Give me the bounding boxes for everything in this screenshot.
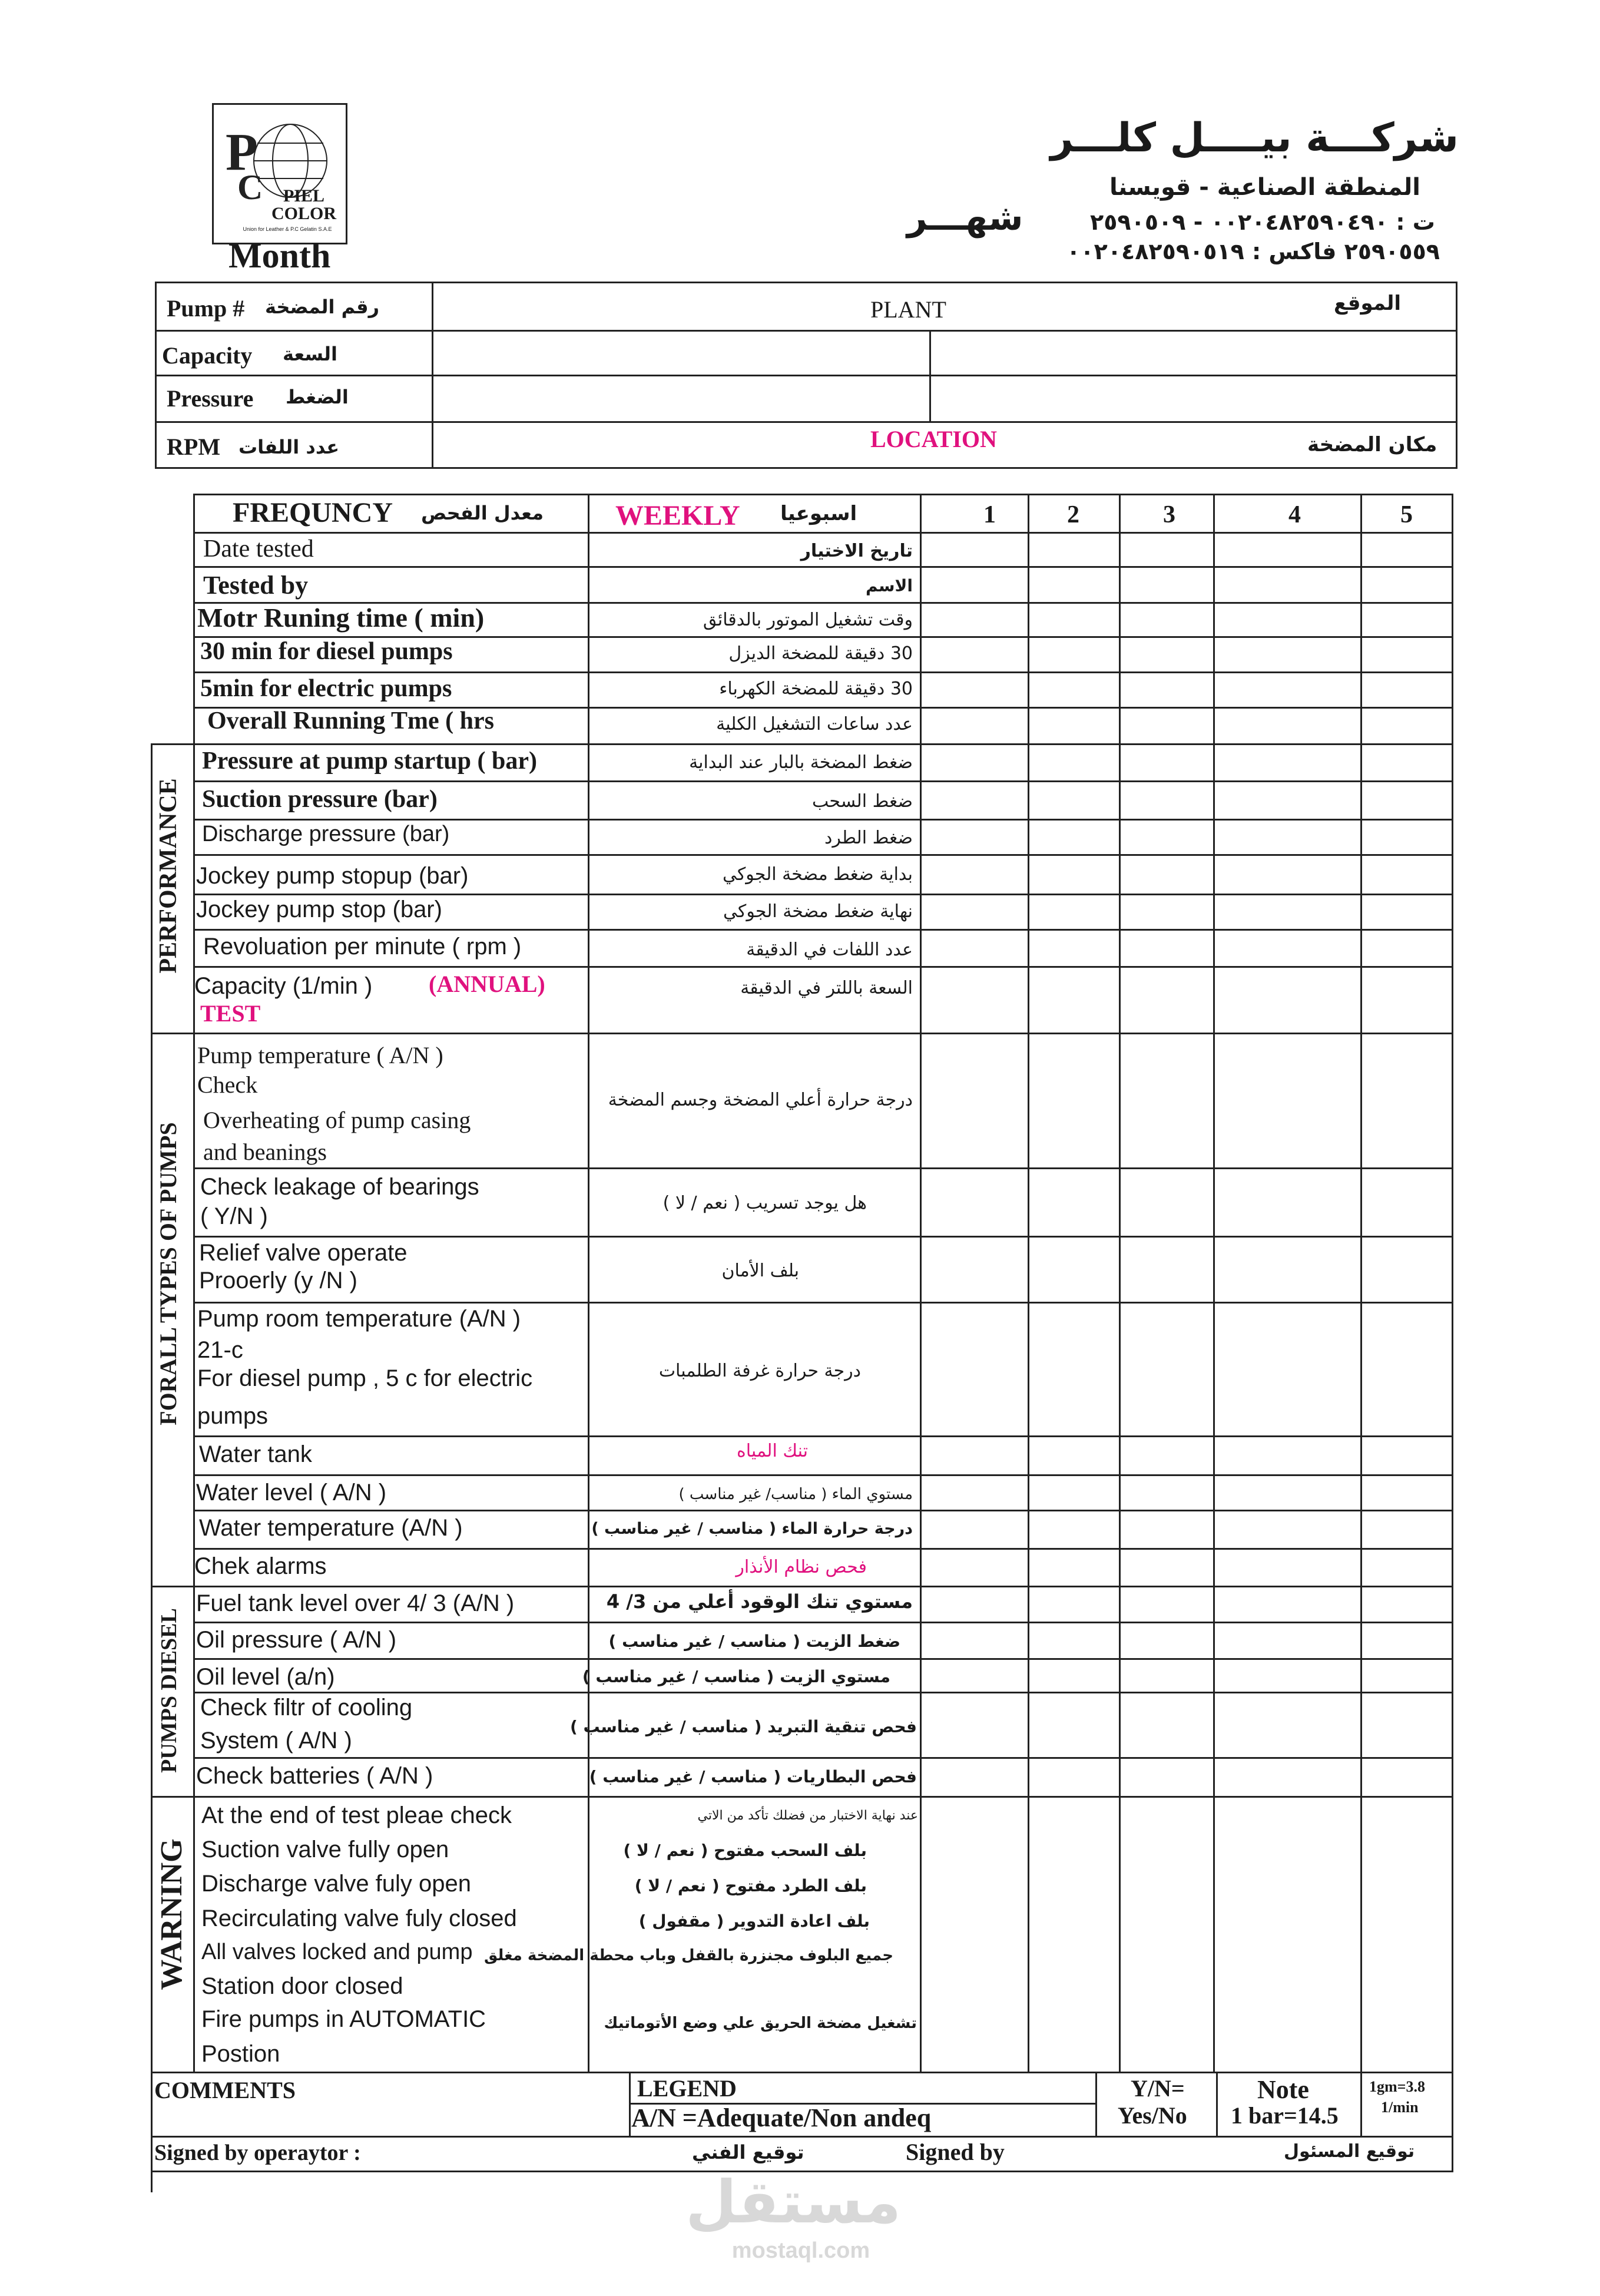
signed-by-ar: توقيع المسئول bbox=[1284, 2141, 1415, 2162]
section-all-types: FORALL TYPES OF PUMPS bbox=[155, 1122, 181, 1425]
warning-line-4: Recirculating valve fuly closed bbox=[201, 1905, 517, 1931]
oil-level: Oil level (a/n) bbox=[196, 1664, 335, 1690]
fuel-tank-ar: مستوي تنك الوقود أعلي من 3/ 4 bbox=[606, 1590, 913, 1613]
gm-unit: 1/min bbox=[1381, 2099, 1419, 2116]
row-date-tested-ar: تاريخ الاختيار bbox=[800, 541, 913, 561]
signed-by: Signed by bbox=[906, 2139, 1005, 2165]
rpm-label: RPM bbox=[167, 434, 221, 460]
row-jockey-stopup: Jockey pump stopup (bar) bbox=[196, 863, 469, 889]
week-1-header: 1 bbox=[983, 501, 996, 528]
pressure-label-ar: الضغط bbox=[286, 386, 349, 408]
pressure-label: Pressure bbox=[167, 385, 254, 412]
warning-line-2: Suction valve fully open bbox=[201, 1837, 449, 1862]
row-electric-5min-ar: 30 دقيقة للمضخة الكهرباء bbox=[719, 679, 913, 699]
warning-line-1: At the end of test pleae check bbox=[201, 1802, 512, 1828]
warning-ar-5: جميع البلوف مجنزرة بالقفل وباب محطة المضخة مغلق bbox=[484, 1947, 893, 1964]
row-jockey-stop-ar: نهاية ضغط مضخة الجوكي bbox=[723, 901, 913, 922]
row-capacity-ar: السعة باللتر في الدقيقة bbox=[740, 978, 913, 998]
warning-line-5: All valves locked and pump bbox=[201, 1940, 473, 1964]
row-discharge-pressure-ar: ضغط الطرد bbox=[824, 828, 913, 848]
legend-value: A/N =Adequate/Non andeq bbox=[631, 2103, 932, 2132]
yn-value: Yes/No bbox=[1118, 2102, 1187, 2129]
pump-temp-line1: Pump temperature ( A/N ) bbox=[197, 1042, 443, 1068]
test-tag: TEST bbox=[200, 1000, 261, 1027]
week-2-header: 2 bbox=[1067, 501, 1079, 528]
comments-label: COMMENTS bbox=[154, 2077, 296, 2103]
industrial-zone-ar: المنطقة الصناعية - قويسنا bbox=[1109, 174, 1420, 201]
row-diesel-30min: 30 min for diesel pumps bbox=[200, 638, 453, 665]
row-overall-running-ar: عدد ساعات التشغيل الكلية bbox=[716, 714, 913, 735]
capacity-label-ar: السعة bbox=[283, 343, 338, 365]
relief-line1: Relief valve operate bbox=[199, 1240, 408, 1266]
row-discharge-pressure: Discharge pressure (bar) bbox=[202, 822, 450, 846]
room-temp-line3: For diesel pump , 5 c for electric bbox=[197, 1365, 533, 1391]
row-electric-5min: 5min for electric pumps bbox=[200, 675, 452, 702]
room-temp-line4: pumps bbox=[197, 1403, 269, 1429]
section-pumps-diesel: PUMPS DIESEL bbox=[157, 1608, 181, 1773]
row-motor-running-ar: وقت تشغيل الموتور بالدقائق bbox=[703, 610, 913, 630]
check-batteries-ar: فحص البطاريات ( مناسب / غير مناسب ) bbox=[589, 1767, 917, 1786]
row-tested-by-ar: الاسم bbox=[866, 576, 913, 595]
cooling-filter-line2: System ( A/N ) bbox=[200, 1728, 352, 1754]
note-label: Note bbox=[1257, 2075, 1309, 2104]
frequency-value-ar: اسبوعيا bbox=[780, 502, 857, 525]
month-label-ar: شهـــر bbox=[907, 197, 1023, 239]
week-4-header: 4 bbox=[1288, 501, 1301, 528]
warning-ar-1: عند نهاية الاختبار من فضلك تأكد من الاتي bbox=[697, 1808, 918, 1823]
relief-ar: بلف الأمان bbox=[721, 1261, 799, 1281]
pump-temp-line4: and beanings bbox=[203, 1139, 327, 1165]
legend-label: LEGEND bbox=[637, 2075, 737, 2102]
signed-operator-ar: توقيع الفني bbox=[692, 2141, 804, 2163]
row-date-tested: Date tested bbox=[203, 535, 314, 563]
location-label: LOCATION bbox=[870, 426, 997, 452]
signed-operator: Signed by operaytor : bbox=[154, 2140, 361, 2165]
row-jockey-stopup-ar: بداية ضغط مضخة الجوكي bbox=[722, 864, 913, 885]
week-3-header: 3 bbox=[1163, 501, 1175, 528]
row-capacity: Capacity (1/min ) bbox=[194, 973, 373, 999]
pump-temp-line3: Overheating of pump casing bbox=[203, 1107, 471, 1133]
row-rpm-ar: عدد اللفات في الدقيقة bbox=[746, 939, 913, 960]
room-temp-line2: 21-c bbox=[197, 1337, 243, 1363]
bar-conversion: 1 bar=14.5 bbox=[1231, 2102, 1339, 2129]
site-label-ar: الموقع bbox=[1334, 292, 1402, 315]
warning-line-3: Discharge valve fuly open bbox=[201, 1871, 472, 1897]
room-temp-ar: درجة حرارة غرفة الطلمبات bbox=[658, 1361, 861, 1381]
water-tank-ar: تنك المياه bbox=[737, 1441, 808, 1461]
room-temp-line1: Pump room temperature (A/N ) bbox=[197, 1306, 521, 1332]
leakage-line2: ( Y/N ) bbox=[200, 1203, 268, 1229]
relief-line2: Prooerly (y /N ) bbox=[199, 1268, 357, 1293]
week-5-header: 5 bbox=[1400, 501, 1413, 528]
row-jockey-stop: Jockey pump stop (bar) bbox=[196, 896, 442, 922]
company-logo bbox=[212, 103, 347, 244]
warning-ar-3: بلف الطرد مفتوح ( نعم / لا ) bbox=[634, 1876, 867, 1895]
water-tank: Water tank bbox=[199, 1441, 312, 1467]
row-suction-pressure: Suction pressure (bar) bbox=[202, 786, 438, 813]
rpm-label-ar: عدد اللفات bbox=[238, 436, 340, 458]
section-warning: WARNING bbox=[155, 1838, 188, 1990]
svg-text:C: C bbox=[237, 168, 263, 207]
leakage-line1: Check leakage of bearings bbox=[200, 1174, 479, 1200]
leakage-ar: هل يوجد تسريب ( نعم / لا ) bbox=[662, 1193, 867, 1213]
annual-tag: (ANNUAL) bbox=[429, 971, 545, 997]
phone-ar: ت : ٠٠٢٠٤٨٢٥٩٠٤٩٠ - ٢٥٩٠٥٠٩ bbox=[1090, 209, 1435, 235]
row-suction-pressure-ar: ضغط السحب bbox=[811, 791, 913, 812]
check-batteries: Check batteries ( A/N ) bbox=[196, 1763, 433, 1789]
watermark-ar: مستقل bbox=[685, 2168, 901, 2237]
frequency-label: FREQUNCY bbox=[233, 497, 393, 528]
warning-ar-6: تشغيل مضخة الحريق علي وضع الأتوماتيك bbox=[604, 2014, 917, 2032]
oil-pressure: Oil pressure ( A/N ) bbox=[196, 1627, 397, 1653]
cooling-filter-ar: فحص تنقية التبريد ( مناسب / غير مناسب ) bbox=[570, 1717, 917, 1736]
frequency-value: WEEKLY bbox=[615, 500, 740, 531]
section-performance: PERFORMANCE bbox=[155, 778, 182, 974]
frequency-label-ar: معدل الفحص bbox=[421, 502, 544, 524]
water-temp: Water temperature (A/N ) bbox=[199, 1515, 463, 1541]
row-pressure-startup-ar: ضغط المضخة بالبار عند البداية bbox=[689, 752, 913, 773]
gm-conversion: 1gm=3.8 bbox=[1369, 2078, 1425, 2095]
check-alarms-ar: فحص نظام الأنذار bbox=[736, 1557, 867, 1577]
row-tested-by: Tested by bbox=[203, 571, 309, 600]
water-level: Water level ( A/N ) bbox=[196, 1480, 387, 1506]
fax-ar: ٢٥٩٠٥٥٩ فاكس : ٠٠٢٠٤٨٢٥٩٠٥١٩ bbox=[1066, 239, 1440, 264]
svg-text:P: P bbox=[226, 123, 258, 181]
warning-line-8: Postion bbox=[201, 2041, 280, 2067]
location-label-ar: مكان المضخة bbox=[1307, 433, 1437, 456]
warning-line-6: Station door closed bbox=[201, 1973, 403, 1999]
month-label: Month bbox=[228, 236, 331, 275]
row-pressure-startup: Pressure at pump startup ( bar) bbox=[202, 747, 537, 775]
pump-temp-ar: درجة حرارة أعلي المضخة وجسم المضخة bbox=[608, 1090, 913, 1110]
check-alarms: Chek alarms bbox=[194, 1553, 327, 1579]
warning-ar-2: بلف السحب مفتوح ( نعم / لا ) bbox=[623, 1841, 867, 1860]
capacity-label: Capacity bbox=[162, 342, 253, 369]
fuel-tank: Fuel tank level over 4/ 3 (A/N ) bbox=[196, 1590, 515, 1616]
company-name-ar: شركـــة بيــــل كلـــر bbox=[1050, 115, 1459, 161]
warning-ar-4: بلف اعادة التدوير ( مقفول ) bbox=[638, 1911, 870, 1931]
logo-subtitle: Union for Leather & P.C Gelatin S.A.E bbox=[243, 226, 332, 232]
pump-temp-line2: Check bbox=[197, 1071, 258, 1098]
row-rpm: Revoluation per minute ( rpm ) bbox=[203, 934, 522, 960]
yn-label: Y/N= bbox=[1131, 2075, 1185, 2102]
row-diesel-30min-ar: 30 دقيقة للمضخة الديزل bbox=[728, 643, 913, 664]
watermark-en: mostaql.com bbox=[731, 2238, 870, 2263]
water-level-ar: مستوي الماء ( مناسب/ غير مناسب ) bbox=[678, 1486, 913, 1503]
cooling-filter-line1: Check filtr of cooling bbox=[200, 1695, 413, 1721]
water-temp-ar: درجة حرارة الماء ( مناسب / غير مناسب ) bbox=[591, 1520, 913, 1538]
row-overall-running: Overall Running Tme ( hrs bbox=[207, 707, 494, 735]
pump-number-label: Pump # bbox=[167, 295, 245, 322]
warning-line-7: Fire pumps in AUTOMATIC bbox=[201, 2006, 486, 2032]
pump-number-label-ar: رقم المضخة bbox=[265, 296, 380, 318]
row-motor-running: Motr Runing time ( min) bbox=[197, 603, 485, 633]
logo-brand: PIEL COLOR bbox=[271, 186, 336, 223]
oil-level-ar: مستوي الزيت ( مناسب / غير مناسب ) bbox=[582, 1667, 890, 1686]
plant-label: PLANT bbox=[870, 296, 946, 323]
oil-pressure-ar: ضغط الزيت ( مناسب / غير مناسب ) bbox=[608, 1632, 900, 1651]
